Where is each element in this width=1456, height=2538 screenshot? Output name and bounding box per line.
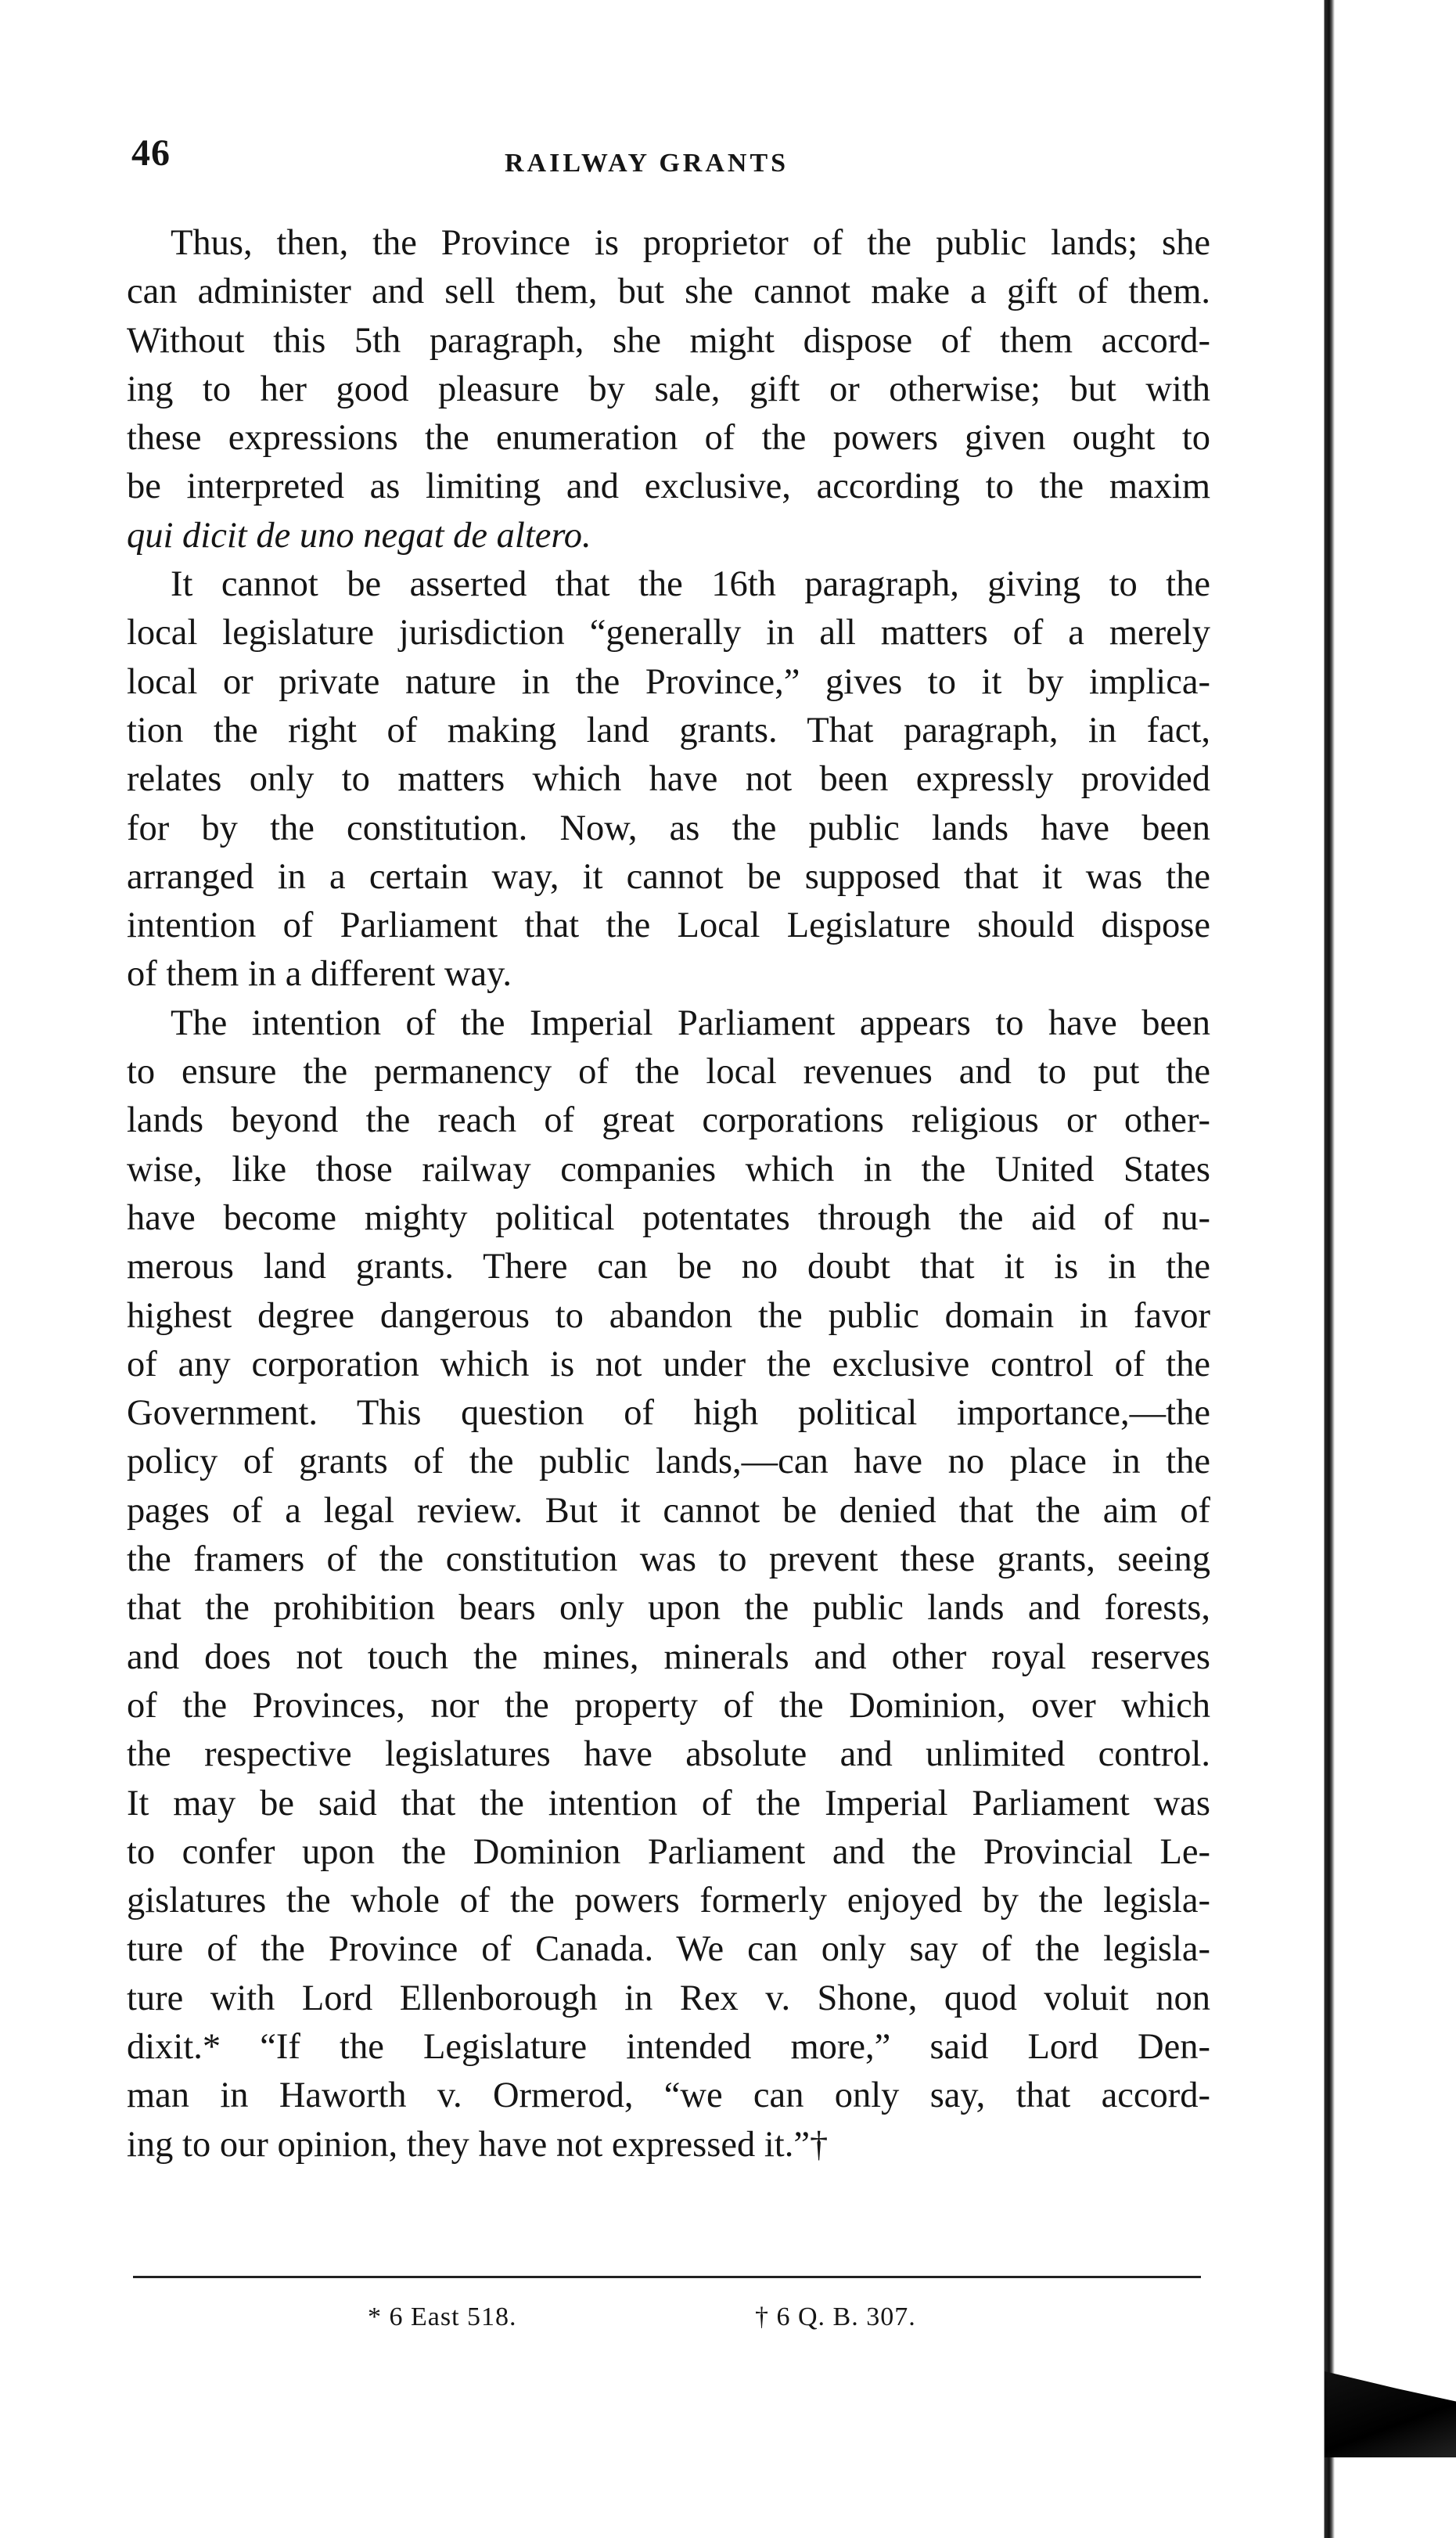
text-line: gislatures the whole of the powers formerly enjoyed by the legisla-: [127, 1881, 1210, 1921]
text-line: the framers of the constitution was to prevent these grants, seeing: [127, 1539, 1210, 1580]
text-line: policy of grants of the public lands,—can have no place in the: [127, 1442, 1210, 1482]
text-line: man in Haworth v. Ormerod, “we can only say, that accord-: [127, 2075, 1210, 2116]
footnote-2: † 6 Q. B. 307.: [755, 2302, 916, 2331]
footnote-divider: [133, 2276, 1201, 2278]
text-line: can administer and sell them, but she cannot make a gift of them.: [127, 272, 1210, 312]
text-line: have become mighty political potentates through the aid of nu-: [127, 1197, 1210, 1238]
text-line: relates only to matters which have not been expressly provided: [127, 759, 1210, 800]
body-text: [127, 219, 1210, 2169]
text-line: to confer upon the Dominion Parliament and the Provincial Le-: [127, 1831, 1210, 1872]
text-line-italic: qui dicit de uno negat de altero.: [127, 515, 591, 556]
text-line: ing to our opinion, they have not expressed it.”†: [127, 2124, 829, 2165]
text-line: that the prohibition bears only upon the public lands and forests,: [127, 1588, 1210, 1629]
page-binding-edge: [1321, 0, 1456, 2538]
text-line: dixit.* “If the Legislature intended more,” said Lord Den-: [127, 2026, 1210, 2067]
text-line: local or private nature in the Province,” gives to it by implica-: [127, 661, 1210, 702]
text-line: these expressions the enumeration of the powers given ought to: [127, 418, 1210, 459]
page-number: 46: [131, 132, 171, 174]
text-line: ture with Lord Ellenborough in Rex v. Shone, quod voluit non: [127, 1978, 1210, 2018]
text-line: wise, like those railway companies which in the United States: [127, 1149, 1210, 1190]
text-line: Government. This question of high political importance,—the: [127, 1393, 1210, 1434]
text-line: local legislature jurisdiction “generally in all matters of a merely: [127, 613, 1210, 653]
text-line: ing to her good pleasure by sale, gift or otherwise; but with: [127, 369, 1210, 409]
text-line: highest degree dangerous to abandon the public domain in favor: [127, 1295, 1210, 1336]
running-head: RAILWAY GRANTS: [505, 149, 789, 178]
paragraph-3: [127, 999, 1210, 2169]
text-line: be interpreted as limiting and exclusive, according to the maxim: [127, 466, 1210, 507]
text-line: It cannot be asserted that the 16th paragraph, giving to the: [171, 564, 1210, 605]
text-line: to ensure the permanency of the local revenues and to put the: [127, 1052, 1210, 1093]
text-line: the respective legislatures have absolute and unlimited control.: [127, 1734, 1210, 1775]
text-line: and does not touch the mines, minerals and other royal reserves: [127, 1636, 1210, 1677]
footnote-1: * 6 East 518.: [368, 2302, 517, 2331]
paragraph-1: [127, 219, 1210, 560]
text-line: ture of the Province of Canada. We can only say of the legisla-: [127, 1929, 1210, 1970]
text-line: Thus, then, the Province is proprietor of the public lands; she: [171, 223, 1210, 263]
text-line: of any corporation which is not under the exclusive control of the: [127, 1344, 1210, 1384]
text-line: lands beyond the reach of great corporations religious or other-: [127, 1100, 1210, 1141]
text-line: of them in a different way.: [127, 954, 512, 995]
text-line: of the Provinces, nor the property of the Dominion, over which: [127, 1685, 1210, 1726]
text-line: for by the constitution. Now, as the public lands have been: [127, 808, 1210, 848]
text-line: arranged in a certain way, it cannot be supposed that it was the: [127, 856, 1210, 897]
text-line: merous land grants. There can be no doubt that it is in the: [127, 1247, 1210, 1287]
paragraph-2: [127, 560, 1210, 999]
text-line: The intention of the Imperial Parliament appears to have been: [171, 1003, 1210, 1043]
text-line: intention of Parliament that the Local Legislature should dispose: [127, 905, 1210, 946]
text-line: pages of a legal review. But it cannot be denied that the aim of: [127, 1490, 1210, 1531]
text-line: Without this 5th paragraph, she might dispose of them accord-: [127, 320, 1210, 361]
text-line: It may be said that the intention of the Imperial Parliament was: [127, 1783, 1210, 1823]
text-line: tion the right of making land grants. That paragraph, in fact,: [127, 710, 1210, 751]
